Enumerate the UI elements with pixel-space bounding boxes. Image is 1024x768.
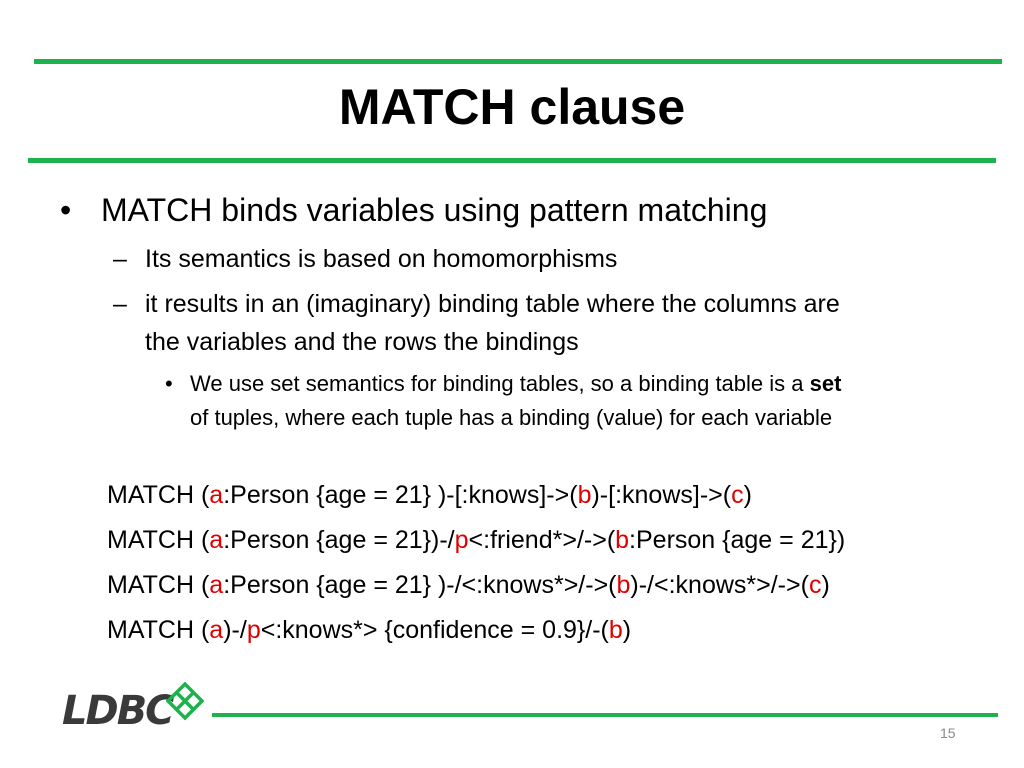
bullet-level2-homomorphisms: Its semantics is based on homomorphisms — [145, 245, 618, 273]
bullet-level3-line2: of tuples, where each tuple has a binding (value) for each variable — [190, 405, 833, 430]
title-underline-rule — [28, 158, 996, 163]
page-number: 15 — [940, 725, 956, 741]
variable-b: b — [615, 526, 630, 554]
ldbc-logo — [62, 686, 173, 736]
code-line-2: MATCH (a:Person {age = 21})-/p<:friend*>/->(b:Person {age = 21}) — [107, 526, 846, 554]
variable-a: a — [209, 571, 224, 599]
bullet-marker-small: • — [165, 371, 173, 396]
variable-b: b — [616, 571, 631, 599]
bullet-level1: MATCH binds variables using pattern matching — [101, 192, 768, 228]
variable-a: a — [209, 526, 224, 554]
bullet-level3-line1 — [190, 369, 841, 399]
code-line-1: MATCH (a:Person {age = 21} )-[:knows]->(b)-[:knows]->(c) — [107, 481, 752, 509]
variable-c: c — [808, 571, 822, 599]
variable-p: p — [246, 616, 261, 644]
bullet-level3-bold-set: set — [809, 371, 842, 396]
bullet-level2-binding-table-line1: it results in an (imaginary) binding table where the columns are — [145, 290, 840, 318]
bullet-level3-text: We use set semantics for binding tables, so a binding table is a — [190, 371, 810, 396]
variable-a: a — [209, 481, 224, 509]
logo-text: LDBC — [62, 688, 173, 734]
variable-b: b — [577, 481, 592, 509]
slide-title: MATCH clause — [338, 79, 686, 135]
dash-marker: – — [113, 290, 127, 318]
ldbc-logo-mark-icon — [166, 682, 204, 720]
footer-rule — [212, 713, 998, 717]
code-line-3: MATCH (a:Person {age = 21} )-/<:knows*>/->(b)-/<:knows*>/->(c) — [107, 571, 830, 599]
variable-c: c — [731, 481, 744, 509]
bullet-level2-binding-table-line2: the variables and the rows the bindings — [145, 328, 579, 356]
dash-marker: – — [113, 245, 127, 273]
top-rule — [34, 59, 1002, 64]
variable-p: p — [454, 526, 469, 554]
variable-b: b — [608, 616, 623, 644]
variable-a: a — [209, 616, 224, 644]
code-line-4: MATCH (a)-/p<:knows*> {confidence = 0.9}/-(b) — [107, 616, 632, 644]
bullet-marker: • — [60, 192, 72, 228]
